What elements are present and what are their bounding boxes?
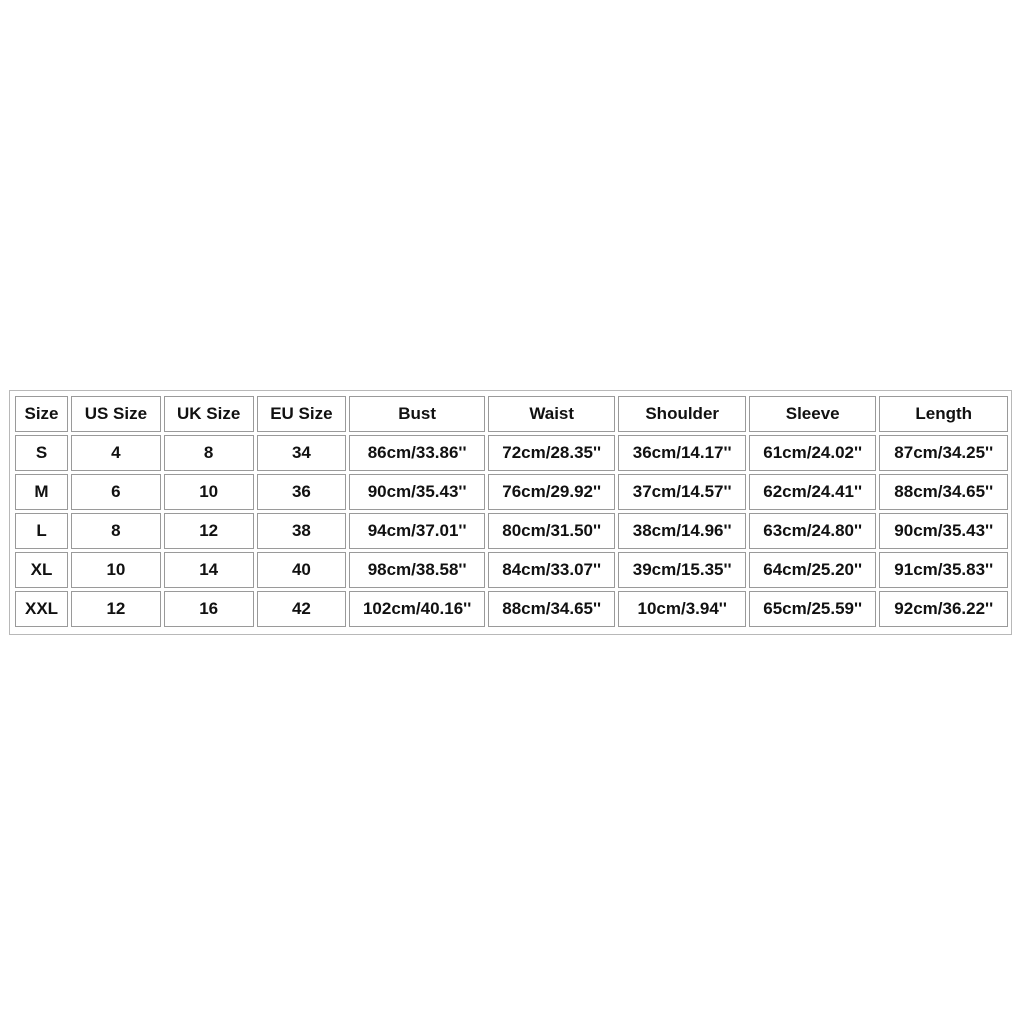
table-cell: 94cm/37.01'' [349, 513, 485, 549]
table-cell: S [15, 435, 68, 471]
table-cell: 98cm/38.58'' [349, 552, 485, 588]
table-cell: 4 [71, 435, 161, 471]
header-cell-eu-size: EU Size [257, 396, 347, 432]
table-cell: 40 [257, 552, 347, 588]
header-cell-shoulder: Shoulder [618, 396, 746, 432]
table-cell: 10 [164, 474, 254, 510]
table-cell: 90cm/35.43'' [349, 474, 485, 510]
table-cell: 8 [164, 435, 254, 471]
table-cell: 16 [164, 591, 254, 627]
table-cell: 90cm/35.43'' [879, 513, 1008, 549]
table-cell: 88cm/34.65'' [879, 474, 1008, 510]
table-row [15, 591, 1008, 627]
table-cell: 86cm/33.86'' [349, 435, 485, 471]
table-cell: 102cm/40.16'' [349, 591, 485, 627]
header-cell-us-size: US Size [71, 396, 161, 432]
table-cell: 14 [164, 552, 254, 588]
table-cell: 92cm/36.22'' [879, 591, 1008, 627]
table-cell: 87cm/34.25'' [879, 435, 1008, 471]
table-row [15, 435, 1008, 471]
table-cell: 37cm/14.57'' [618, 474, 746, 510]
table-cell: 91cm/35.83'' [879, 552, 1008, 588]
header-cell-size: Size [15, 396, 68, 432]
table-cell: 36 [257, 474, 347, 510]
table-cell: 76cm/29.92'' [488, 474, 616, 510]
table-cell: 10 [71, 552, 161, 588]
table-cell: 80cm/31.50'' [488, 513, 616, 549]
table-cell: 12 [164, 513, 254, 549]
table-cell: 65cm/25.59'' [749, 591, 877, 627]
table-cell: 63cm/24.80'' [749, 513, 877, 549]
table-cell: 42 [257, 591, 347, 627]
header-cell-sleeve: Sleeve [749, 396, 877, 432]
header-cell-waist: Waist [488, 396, 616, 432]
table-cell: 88cm/34.65'' [488, 591, 616, 627]
table-cell: 12 [71, 591, 161, 627]
header-cell-bust: Bust [349, 396, 485, 432]
table-cell: 39cm/15.35'' [618, 552, 746, 588]
table-cell: 38 [257, 513, 347, 549]
table-row [15, 513, 1008, 549]
table-cell: 38cm/14.96'' [618, 513, 746, 549]
table-cell: XXL [15, 591, 68, 627]
size-chart-frame [9, 390, 1012, 635]
table-cell: 72cm/28.35'' [488, 435, 616, 471]
header-cell-length: Length [879, 396, 1008, 432]
table-cell: L [15, 513, 68, 549]
header-cell-uk-size: UK Size [164, 396, 254, 432]
table-cell: 64cm/25.20'' [749, 552, 877, 588]
table-cell: M [15, 474, 68, 510]
table-cell: 34 [257, 435, 347, 471]
table-cell: XL [15, 552, 68, 588]
table-cell: 10cm/3.94'' [618, 591, 746, 627]
table-row [15, 474, 1008, 510]
table-cell: 36cm/14.17'' [618, 435, 746, 471]
table-cell: 8 [71, 513, 161, 549]
table-row [15, 552, 1008, 588]
size-chart-table [12, 393, 1011, 630]
table-cell: 61cm/24.02'' [749, 435, 877, 471]
table-cell: 62cm/24.41'' [749, 474, 877, 510]
table-cell: 6 [71, 474, 161, 510]
table-cell: 84cm/33.07'' [488, 552, 616, 588]
header-row [15, 396, 1008, 432]
